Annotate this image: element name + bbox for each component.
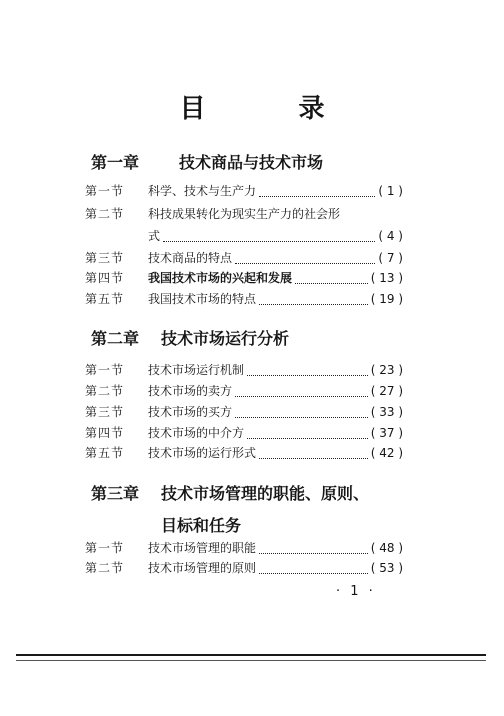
dot-leader xyxy=(259,565,368,574)
chapter-title: 技术市场管理的职能、原则、 xyxy=(161,484,370,503)
section-title: 技术市场的卖方 xyxy=(148,384,233,398)
toc-entry xyxy=(85,443,403,463)
section-title: 科学、技术与生产力 xyxy=(148,184,257,198)
dot-leader xyxy=(259,188,375,197)
chapter-title: 技术商品与技术市场 xyxy=(179,153,324,172)
section-number: 第一节 xyxy=(85,184,125,198)
section-page: ( 42 ) xyxy=(370,446,403,460)
chapter-number: 第三章 xyxy=(91,484,140,503)
bottom-rule-thin xyxy=(16,660,486,661)
section-page: ( 1 ) xyxy=(378,184,403,198)
bottom-rule xyxy=(16,654,486,656)
page-title: 目 录 xyxy=(179,94,367,124)
section-page: ( 33 ) xyxy=(370,405,403,419)
section-number: 第五节 xyxy=(85,446,125,460)
toc-entry xyxy=(85,181,403,201)
chapter-title: 技术市场运行分析 xyxy=(161,329,290,348)
section-page: ( 7 ) xyxy=(378,251,403,265)
toc-entry-continuation xyxy=(148,226,403,246)
toc-entry xyxy=(85,423,403,443)
section-title: 技术市场管理的原则 xyxy=(148,561,257,575)
toc-entry xyxy=(85,402,403,422)
chapter-number: 第二章 xyxy=(91,329,140,348)
section-title: 我国技术市场的特点 xyxy=(148,292,257,306)
toc-entry xyxy=(85,289,403,309)
section-page: ( 4 ) xyxy=(378,229,403,243)
section-number: 第二节 xyxy=(85,384,125,398)
page-number: · 1 · xyxy=(336,584,376,599)
section-number: 第二节 xyxy=(85,207,125,221)
toc-entry xyxy=(85,558,403,578)
section-title: 技术商品的特点 xyxy=(148,251,233,265)
dot-leader xyxy=(163,233,375,242)
section-title: 式 xyxy=(148,229,161,243)
toc-entry xyxy=(85,381,403,401)
section-number: 第三节 xyxy=(85,405,125,419)
toc-entry xyxy=(85,268,403,288)
dot-leader xyxy=(247,430,368,439)
section-title: 技术市场运行机制 xyxy=(148,363,245,377)
toc-entry xyxy=(85,360,403,380)
chapter-heading xyxy=(91,150,323,173)
chapter-heading xyxy=(91,481,369,504)
section-page: ( 27 ) xyxy=(370,384,403,398)
dot-leader xyxy=(247,367,368,376)
section-title: 技术市场管理的职能 xyxy=(148,541,257,555)
section-number: 第三节 xyxy=(85,251,125,265)
dot-leader xyxy=(235,255,375,264)
section-title: 技术市场的中介方 xyxy=(148,426,245,440)
section-number: 第四节 xyxy=(85,426,125,440)
section-title: 我国技术市场的兴起和发展 xyxy=(148,271,293,285)
dot-leader xyxy=(295,275,368,284)
section-number: 第一节 xyxy=(85,363,125,377)
section-page: ( 23 ) xyxy=(370,363,403,377)
section-title: 技术市场的买方 xyxy=(148,405,233,419)
section-page: ( 53 ) xyxy=(370,561,403,575)
section-page: ( 37 ) xyxy=(370,426,403,440)
section-number: 第四节 xyxy=(85,271,125,285)
dot-leader xyxy=(259,545,368,554)
section-page: ( 48 ) xyxy=(370,541,403,555)
toc-entry xyxy=(85,538,403,558)
section-number: 第二节 xyxy=(85,561,125,575)
section-number: 第一节 xyxy=(85,541,125,555)
dot-leader xyxy=(235,388,368,397)
section-title: 技术市场的运行形式 xyxy=(148,446,257,460)
toc-entry xyxy=(85,248,403,268)
toc-entry xyxy=(85,204,403,224)
dot-leader xyxy=(235,409,368,418)
dot-leader xyxy=(259,450,368,459)
dot-leader xyxy=(259,296,368,305)
section-title: 科技成果转化为现实生产力的社会形 xyxy=(148,207,341,221)
section-page: ( 19 ) xyxy=(370,292,403,306)
chapter-heading xyxy=(91,326,289,349)
chapter-title-continuation: 目标和任务 xyxy=(161,516,242,535)
section-number: 第五节 xyxy=(85,292,125,306)
section-page: ( 13 ) xyxy=(370,271,403,285)
chapter-number: 第一章 xyxy=(91,153,140,172)
